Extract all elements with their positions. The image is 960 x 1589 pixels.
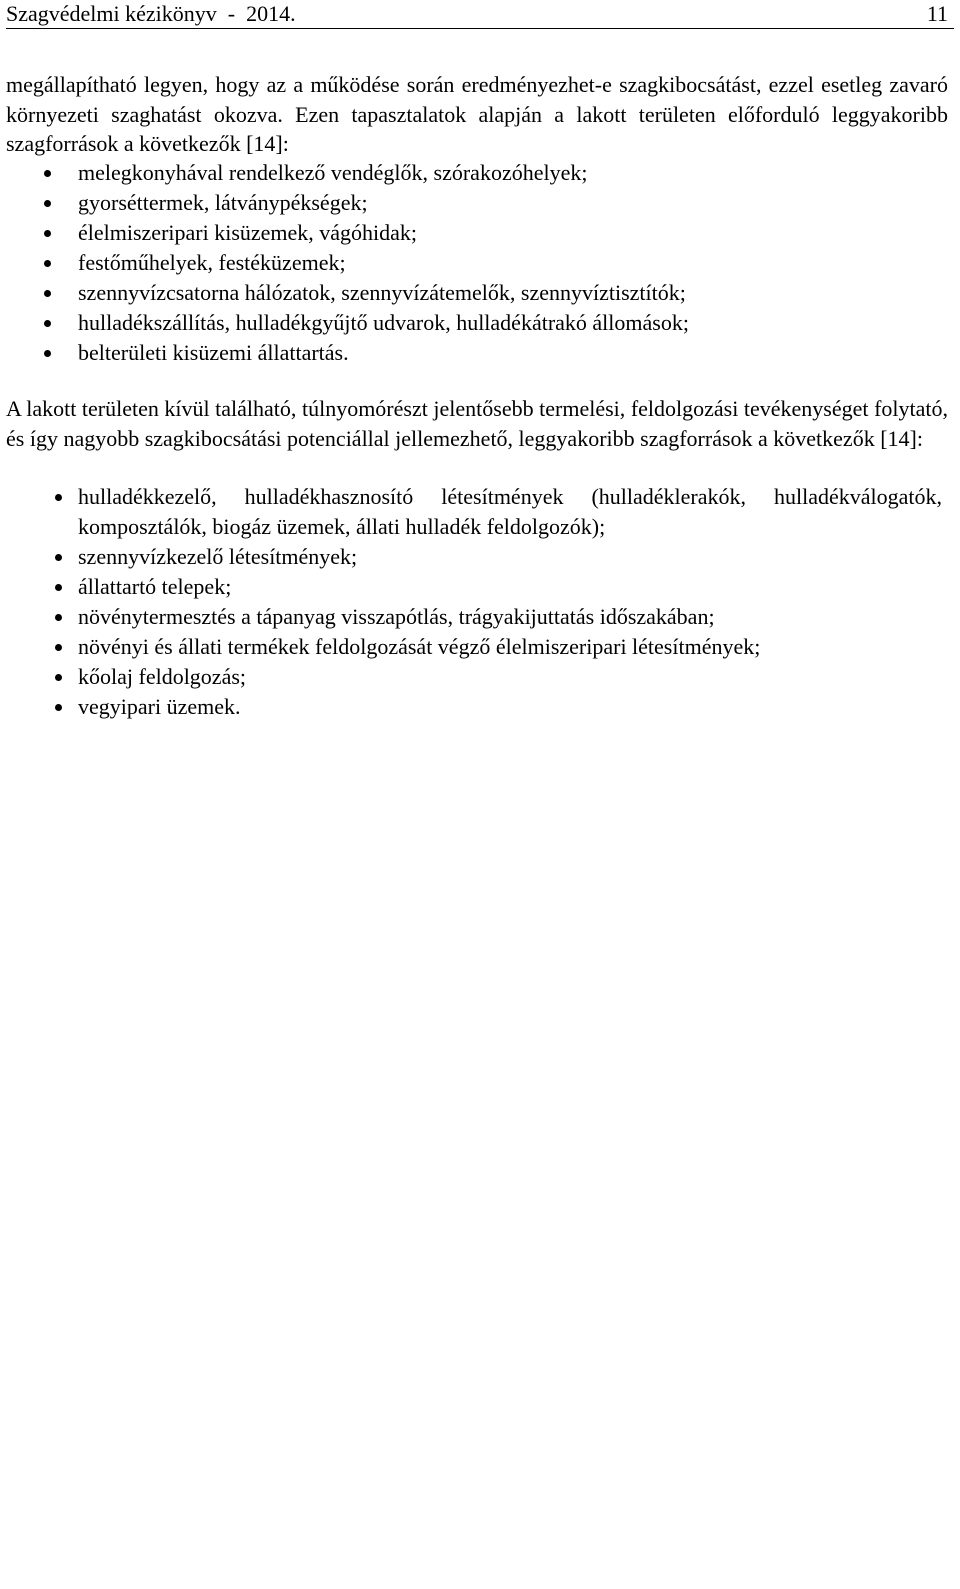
list-item: élelmiszeripari kisüzemek, vágóhidak;: [0, 218, 942, 248]
list-item: hulladékkezelő, hulladékhasznosító létesítmények (hulladéklerakók, hulladékválogatók, komposztálók, biogáz üzemek, állati hulladék feldolgozók);: [0, 482, 942, 542]
bullet-icon: [44, 260, 51, 267]
bullet-icon: [44, 290, 51, 297]
list-item: növényi és állati termékek feldolgozását végző élelmiszeripari létesítmények;: [0, 632, 942, 662]
list-item: melegkonyhával rendelkező vendéglők, szórakozóhelyek;: [0, 158, 942, 188]
bullet-icon: [44, 320, 51, 327]
list-item: gyorséttermek, látványpékségek;: [0, 188, 942, 218]
bullet-icon: [55, 554, 62, 561]
list-item: vegyipari üzemek.: [0, 692, 942, 722]
rural-odour-sources-list: [0, 482, 942, 722]
document-title: Szagvédelmi kézikönyv - 2014.: [6, 1, 296, 26]
bullet-icon: [55, 584, 62, 591]
urban-odour-sources-list: [0, 158, 942, 368]
bullet-icon: [55, 674, 62, 681]
bullet-icon: [44, 350, 51, 357]
page-number: 11: [926, 1, 948, 26]
list-item: festőműhelyek, festéküzemek;: [0, 248, 942, 278]
second-paragraph: A lakott területen kívül található, túlnyomórészt jelentősebb termelési, feldolgozási tevékenységet folytató, és így nagyobb szagkibocsátási potenciállal jellemezhető, leggyakoribb szagforrások a következők [14]:: [6, 396, 948, 451]
bullet-icon: [44, 170, 51, 177]
bullet-icon: [55, 644, 62, 651]
list-item: kőolaj feldolgozás;: [0, 662, 942, 692]
page-header: [6, 0, 954, 29]
list-item: hulladékszállítás, hulladékgyűjtő udvarok, hulladékátrakó állomások;: [0, 308, 942, 338]
list-item: állattartó telepek;: [0, 572, 942, 602]
bullet-icon: [44, 230, 51, 237]
intro-paragraph: megállapítható legyen, hogy az a működése során eredményezhet-e szagkibocsátást, ezzel esetleg zavaró környezeti szaghatást okozva. Ezen tapasztalatok alapján a lakott területen előforduló leggyakoribb szagforrások a következők [14]:: [6, 72, 948, 156]
list-item: szennyvízkezelő létesítmények;: [0, 542, 942, 572]
bullet-icon: [55, 704, 62, 711]
bullet-icon: [55, 614, 62, 621]
bullet-icon: [44, 200, 51, 207]
bullet-icon: [55, 494, 62, 501]
list-item: szennyvízcsatorna hálózatok, szennyvízátemelők, szennyvíztisztítók;: [0, 278, 942, 308]
list-item: növénytermesztés a tápanyag visszapótlás, trágyakijuttatás időszakában;: [0, 602, 942, 632]
list-item: belterületi kisüzemi állattartás.: [0, 338, 942, 368]
